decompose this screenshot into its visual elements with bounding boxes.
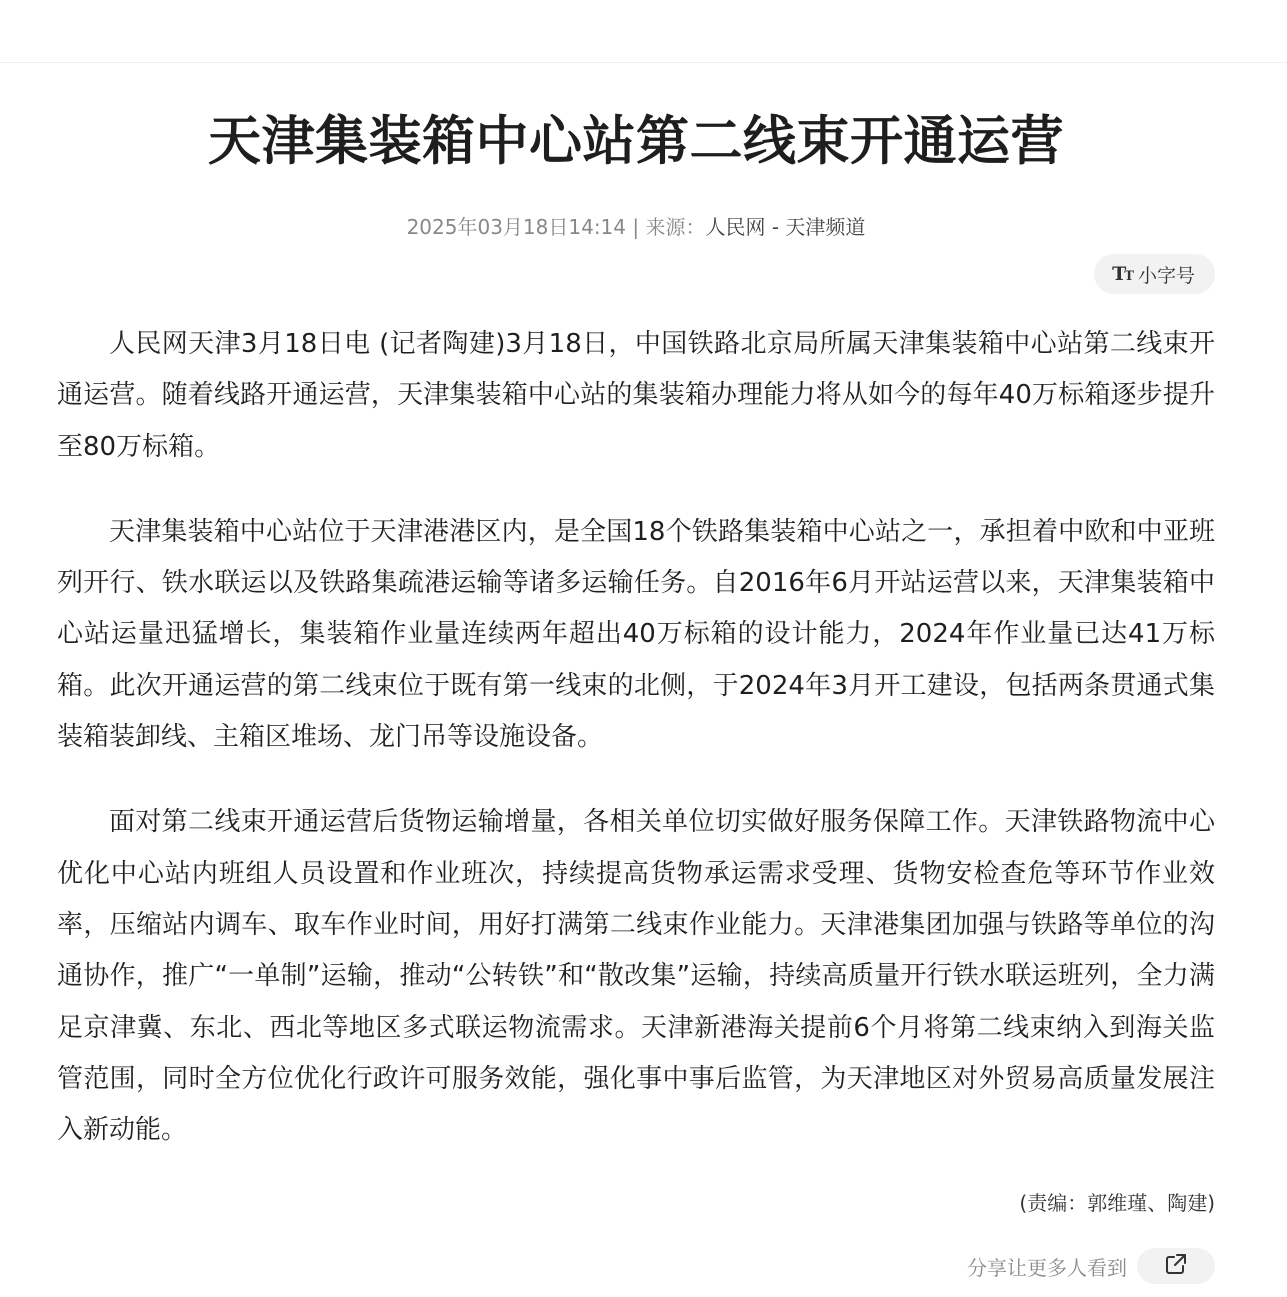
- share-label: 分享让更多人看到: [967, 1255, 1127, 1280]
- font-size-toggle-button[interactable]: [1094, 254, 1215, 294]
- paragraph: 面对第二线束开通运营后货物运输增量，各相关单位切实做好服务保障工作。天津铁路物流中心优化中心站内班组人员设置和作业班次，持续提高货物承运需求受理、货物安检查危等环节作业效率，压缩站内调车、取车作业时间，用好打满第二线束作业能力。天津港集团加强与铁路等单位的沟通协作，推广“一单制”运输，推动“公转铁”和“散改集”运输，持续高质量开行铁水联运班列，全力满足京津冀、东北、西北等地区多式联运物流需求。天津新港海关提前6个月将第二线束纳入到海关监管范围，同时全方位优化行政许可服务效能，强化事中事后监管，为天津地区对外贸易高质量发展注入新动能。: [57, 807, 1215, 1146]
- font-size-label: 小字号: [1137, 264, 1195, 287]
- meta-separator: |: [626, 215, 646, 239]
- font-size-row: [57, 254, 1215, 294]
- article-meta: [57, 214, 1215, 240]
- paragraph: 人民网天津3月18日电 (记者陶建)3月18日，中国铁路北京局所属天津集装箱中心站第二线束开通运营。随着线路开通运营，天津集装箱中心站的集装箱办理能力将从如今的每年40万标箱逐步提升至80万标箱。: [57, 329, 1215, 462]
- top-bar: [0, 0, 1287, 63]
- paragraph: 天津集装箱中心站位于天津港港区内，是全国18个铁路集装箱中心站之一，承担着中欧和中亚班列开行、铁水联运以及铁路集疏港运输等诸多运输任务。自2016年6月开站运营以来，天津集装箱中心站运量迅猛增长，集装箱作业量连续两年超出40万标箱的设计能力，2024年作业量已达41万标箱。此次开通运营的第二线束位于既有第一线束的北侧，于2024年3月开工建设，包括两条贯通式集装箱装卸线、主箱区堆场、龙门吊等设施设备。: [57, 516, 1215, 753]
- source-link[interactable]: 人民网 - 天津频道: [705, 215, 866, 239]
- article-title: 天津集装箱中心站第二线束开通运营: [208, 111, 1064, 172]
- source-label: 来源：: [645, 215, 706, 239]
- share-row: [57, 1248, 1215, 1284]
- text-size-icon: TT: [1112, 263, 1132, 285]
- article: [57, 62, 1215, 1280]
- article-body: [57, 319, 1215, 1156]
- publish-datetime: 2025年03月18日14:14: [406, 215, 627, 239]
- share-button[interactable]: [1137, 1248, 1215, 1284]
- share-out-icon: [1164, 1252, 1188, 1280]
- editor-credit: (责编：郭维瑾、陶建): [1019, 1191, 1215, 1216]
